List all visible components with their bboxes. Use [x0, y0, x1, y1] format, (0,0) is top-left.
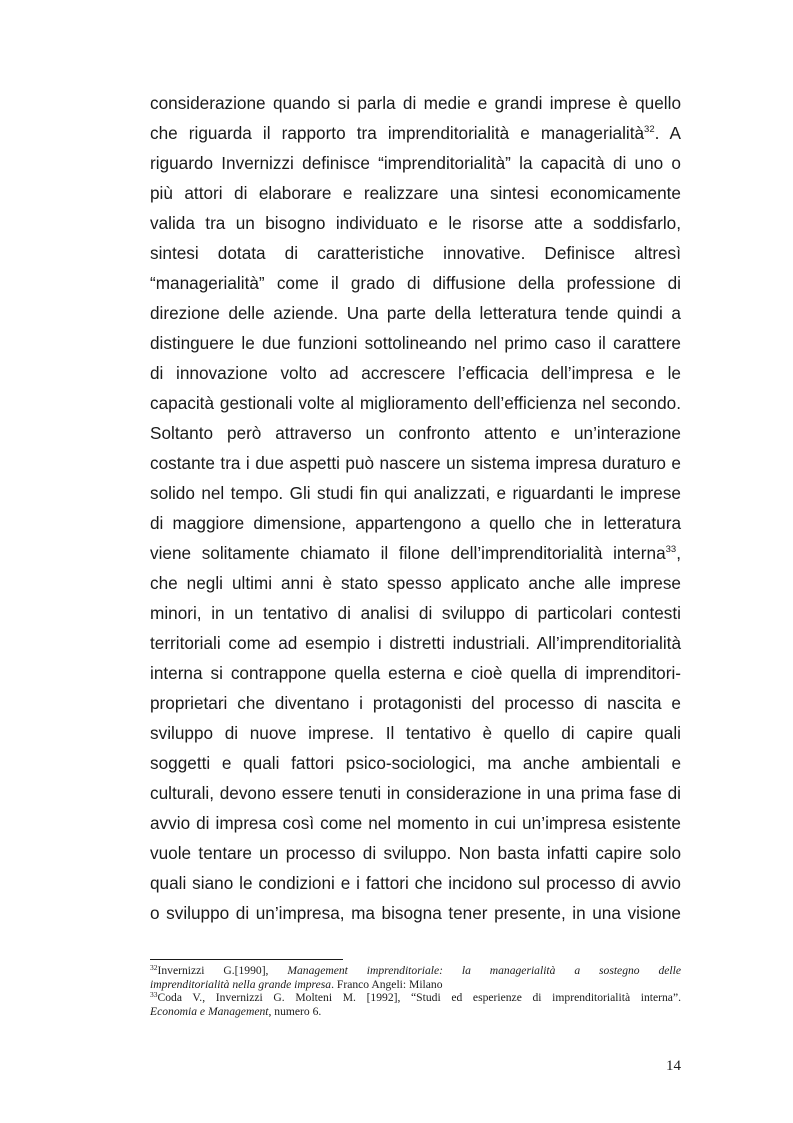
footnote-32 [150, 964, 681, 991]
footnote-line [150, 1005, 681, 1019]
text-line: o sviluppo di un’impresa, ma bisogna tener presente, in una visione [150, 903, 681, 923]
text-line: distinguere le due funzioni sottolineando nel primo caso il carattere [150, 333, 681, 353]
footnote-title: Economia e Management [150, 1004, 269, 1018]
text-run: , [676, 543, 681, 563]
text-line [150, 538, 681, 568]
footnote-33 [150, 991, 681, 1018]
text-line: sintesi dotata di caratteristiche innovative. Definisce altresì [150, 243, 681, 263]
text-line: avvio di impresa così come nel momento in cui un’impresa esistente [150, 813, 681, 833]
text-line: riguardo Invernizzi definisce “imprenditorialità” la capacità di uno o [150, 153, 681, 173]
footnote-reference[interactable]: 32 [644, 124, 655, 135]
text-line: sviluppo di nuove imprese. Il tentativo è quello di capire quali [150, 723, 681, 743]
text-line: culturali, devono essere tenuti in considerazione in una prima fase di [150, 783, 681, 803]
footnote-title: Management imprenditoriale: la managerialità a sostegno delle [287, 964, 681, 977]
text-line: quali siano le condizioni e i fattori che incidono sul processo di avvio [150, 873, 681, 893]
text-line [150, 118, 681, 148]
text-line: che negli ultimi anni è stato spesso applicato anche alle imprese [150, 573, 681, 593]
text-line: territoriali come ad esempio i distretti industriali. All’imprenditorialità [150, 633, 681, 653]
body-text [150, 88, 681, 928]
text-line: “managerialità” come il grado di diffusione della professione di [150, 273, 681, 293]
footnote-text: Coda V., Invernizzi G. Molteni M. [1992], “Studi ed esperienze di imprenditorialità interna”. [157, 991, 681, 1004]
text-line: Soltanto però attraverso un confronto attento e un’interazione [150, 423, 681, 443]
text-run: che riguarda il rapporto tra imprenditorialità e managerialità [150, 123, 645, 143]
text-line: solido nel tempo. Gli studi fin qui analizzati, e riguardanti le imprese [150, 483, 681, 503]
footnote-number: 32 [150, 963, 158, 972]
footnotes [150, 964, 681, 1018]
footnote-text: . Franco Angeli: Milano [331, 977, 443, 991]
text-line: soggetti e quali fattori psico-sociologici, ma anche ambientali e [150, 753, 681, 773]
text-line: costante tra i due aspetti può nascere un sistema impresa duraturo e [150, 453, 681, 473]
text-line: di innovazione volto ad accrescere l’efficacia dell’impresa e le [150, 363, 681, 383]
footnote-text: , numero 6. [268, 1004, 322, 1018]
text-line: proprietari che diventano i protagonisti del processo di nascita e [150, 693, 681, 713]
footnote-separator [150, 959, 343, 960]
text-line: di maggiore dimensione, appartengono a quello che in letteratura [150, 513, 681, 533]
footnote-text: Invernizzi G.[1990], [157, 964, 288, 977]
text-line: valida tra un bisogno individuato e le risorse atte a soddisfarlo, [150, 213, 681, 233]
text-line: direzione delle aziende. Una parte della letteratura tende quindi a [150, 303, 681, 323]
text-line: vuole tentare un processo di sviluppo. Non basta infatti capire solo [150, 843, 681, 863]
text-line: capacità gestionali volte al miglioramento dell’efficienza nel secondo. [150, 393, 681, 413]
text-line: considerazione quando si parla di medie e grandi imprese è quello [150, 93, 681, 113]
footnote-reference[interactable]: 33 [665, 544, 677, 555]
text-run: . A [654, 123, 681, 143]
text-line: interna si contrappone quella esterna e cioè quella di imprenditori- [150, 663, 681, 683]
footnote-line [150, 991, 681, 1005]
footnote-line [150, 978, 681, 992]
page-number: 14 [666, 1058, 681, 1074]
text-run: viene solitamente chiamato il filone dell’imprenditorialità interna [150, 543, 666, 563]
text-line: minori, in un tentativo di analisi di sviluppo di particolari contesti [150, 603, 681, 623]
footnote-number: 33 [150, 990, 158, 999]
footnote-line [150, 964, 681, 978]
footnote-title: imprenditorialità nella grande impresa [150, 977, 332, 991]
text-line: più attori di elaborare e realizzare una sintesi economicamente [150, 183, 681, 203]
